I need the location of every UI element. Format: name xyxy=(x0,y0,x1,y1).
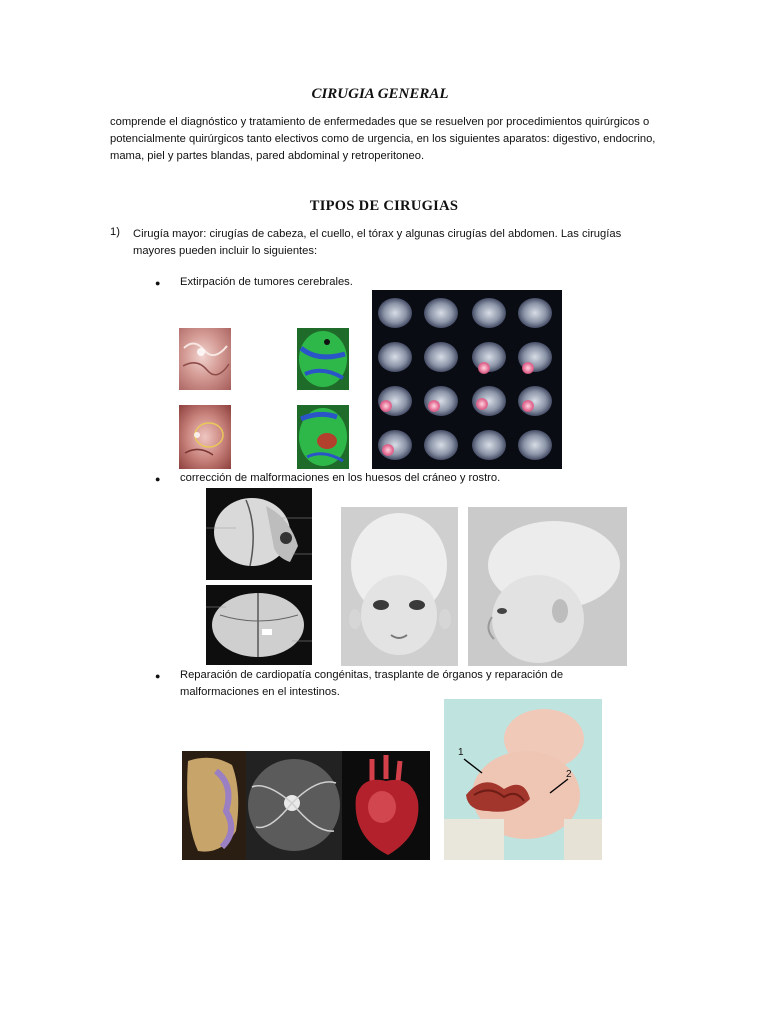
figure-label-1: 1 xyxy=(458,747,464,758)
mri-scan-grid xyxy=(372,290,562,469)
bullet-icon: ● xyxy=(155,474,161,484)
section-title: TIPOS DE CIRUGIAS xyxy=(309,198,459,214)
bullet-text-1: Extirpación de tumores cerebrales. xyxy=(180,276,353,288)
brain-surgery-photo-2 xyxy=(179,405,231,469)
bullet-icon: ● xyxy=(155,278,161,288)
bullet-text-2: corrección de malformaciones en los huesos del cráneo y rostro. xyxy=(180,472,501,484)
child-profile-photo xyxy=(468,507,627,666)
child-front-photo xyxy=(341,507,458,666)
retina-angiogram xyxy=(246,751,342,860)
skull-lateral-xray xyxy=(206,488,312,580)
fmri-map-1 xyxy=(297,328,349,390)
bullet-icon: ● xyxy=(155,671,161,681)
page-title: CIRUGIA GENERAL xyxy=(311,86,449,102)
heart-3d-render xyxy=(342,751,430,860)
intestinal-surgery-photo xyxy=(444,699,602,860)
intro-paragraph: comprende el diagnóstico y tratamiento de enfermedades que se resuelven por procedimientos quirúrgicos o potencialmente quirúrgicos tanto electivos como de urgencia, en los siguientes aparatos: digestivo, endocrino, mama, piel y partes blandas, pared abdominal y retroperitoneo. xyxy=(110,116,656,162)
brain-surgery-photo-1 xyxy=(179,328,231,390)
bullet-text-3: Reparación de cardiopatía congénitas, trasplante de órganos y reparación de malformaciones en el intestinos. xyxy=(180,669,564,698)
fmri-map-2 xyxy=(297,405,349,469)
organ-specimen-photo xyxy=(182,751,246,860)
figure-label-2: 2 xyxy=(566,769,572,780)
list-item-text: Cirugía mayor: cirugías de cabeza, el cuello, el tórax y algunas cirugías del abdomen. Las cirugías mayores pueden incluir lo siguientes: xyxy=(133,228,622,257)
list-number: 1) xyxy=(110,226,120,238)
skull-top-xray xyxy=(206,585,312,665)
